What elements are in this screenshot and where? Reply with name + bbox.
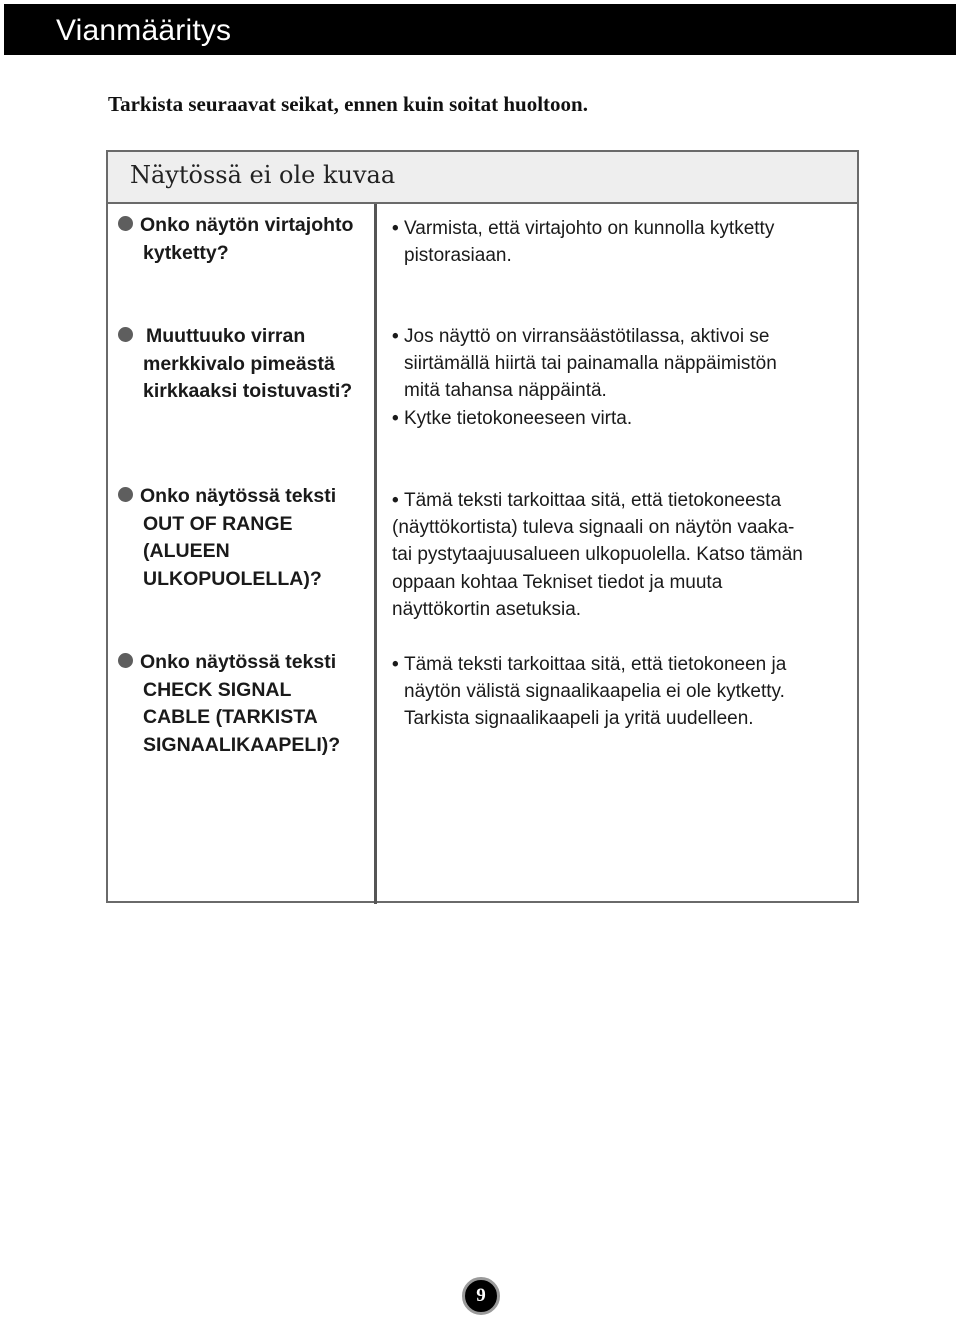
bullet-circle-icon — [118, 487, 133, 502]
intro-text: Tarkista seuraavat seikat, ennen kuin soitat huoltoon. — [108, 92, 588, 116]
bullet-circle-icon — [118, 327, 133, 342]
bullet-dot-icon: • — [392, 654, 399, 675]
bullet-dot-icon: • — [392, 326, 399, 347]
page-title: Vianmääritys — [56, 14, 232, 47]
answer-line: näyttökortin asetuksia. — [392, 598, 582, 620]
answer-line: Jos näyttö on virransäästötilassa, aktivoi se — [404, 326, 770, 347]
answer-check-signal — [392, 651, 852, 733]
answer-line: Tarkista signaalikaapeli ja yritä uudelleen. — [404, 708, 754, 730]
column-divider — [374, 204, 377, 904]
question-line: (ALUEEN — [143, 540, 230, 562]
question-line: OUT OF RANGE — [143, 512, 293, 535]
answer-line: Kytke tietokoneeseen virta. — [404, 407, 633, 429]
question-line: CHECK SIGNAL — [143, 678, 292, 701]
answer-line: Varmista, että virtajohto on kunnolla kytketty — [404, 218, 775, 239]
question-line: CABLE (TARKISTA — [143, 706, 318, 728]
question-out-of-range — [118, 483, 368, 593]
troubleshooting-table — [106, 150, 859, 903]
question-line: ULKOPUOLELLA)? — [143, 567, 322, 590]
answer-line: tai pystytaajuusalueen ulkopuolella. Katso tämän — [392, 544, 803, 566]
question-line: Onko näytön virtajohto — [140, 214, 354, 236]
answer-power-indicator — [392, 323, 852, 432]
answer-line: mitä tahansa näppäintä. — [404, 380, 607, 402]
question-line: merkkivalo pimeästä — [143, 352, 335, 375]
answer-line: oppaan kohtaa Tekniset tiedot ja muuta — [392, 571, 723, 593]
header-bar — [4, 4, 956, 55]
table-header — [108, 152, 857, 204]
bullet-dot-icon: • — [392, 407, 399, 429]
section-title: Näytössä ei ole kuvaa — [130, 161, 396, 189]
question-line: kytketty? — [143, 241, 229, 264]
bullet-dot-icon: • — [392, 218, 399, 239]
question-line: Muuttuuko virran — [146, 325, 306, 347]
bullet-circle-icon — [118, 653, 133, 668]
answer-line: näytön välistä signaalikaapelia ei ole kytketty. — [404, 681, 785, 703]
page-number: 9 — [462, 1277, 500, 1315]
answer-line: pistorasiaan. — [404, 245, 512, 267]
answer-out-of-range — [392, 487, 852, 623]
answer-line: (näyttökortista) tuleva signaali on näytön vaaka- — [392, 517, 795, 539]
question-power-indicator — [118, 323, 368, 406]
answer-line: Tämä teksti tarkoittaa sitä, että tietokoneen ja — [404, 654, 787, 675]
question-power-cable — [118, 212, 368, 267]
question-line: Onko näytössä teksti — [140, 651, 337, 673]
answer-power-cable — [392, 215, 852, 269]
answer-line: Tämä teksti tarkoittaa sitä, että tietokoneesta — [404, 490, 782, 511]
bullet-circle-icon — [118, 216, 133, 231]
bullet-dot-icon: • — [392, 490, 399, 511]
question-check-signal — [118, 649, 368, 759]
answer-line: siirtämällä hiirtä tai painamalla näppäimistön — [404, 353, 777, 375]
question-line: Onko näytössä teksti — [140, 485, 337, 507]
question-line: kirkkaaksi toistuvasti? — [143, 380, 353, 402]
question-line: SIGNAALIKAAPELI)? — [143, 733, 341, 756]
